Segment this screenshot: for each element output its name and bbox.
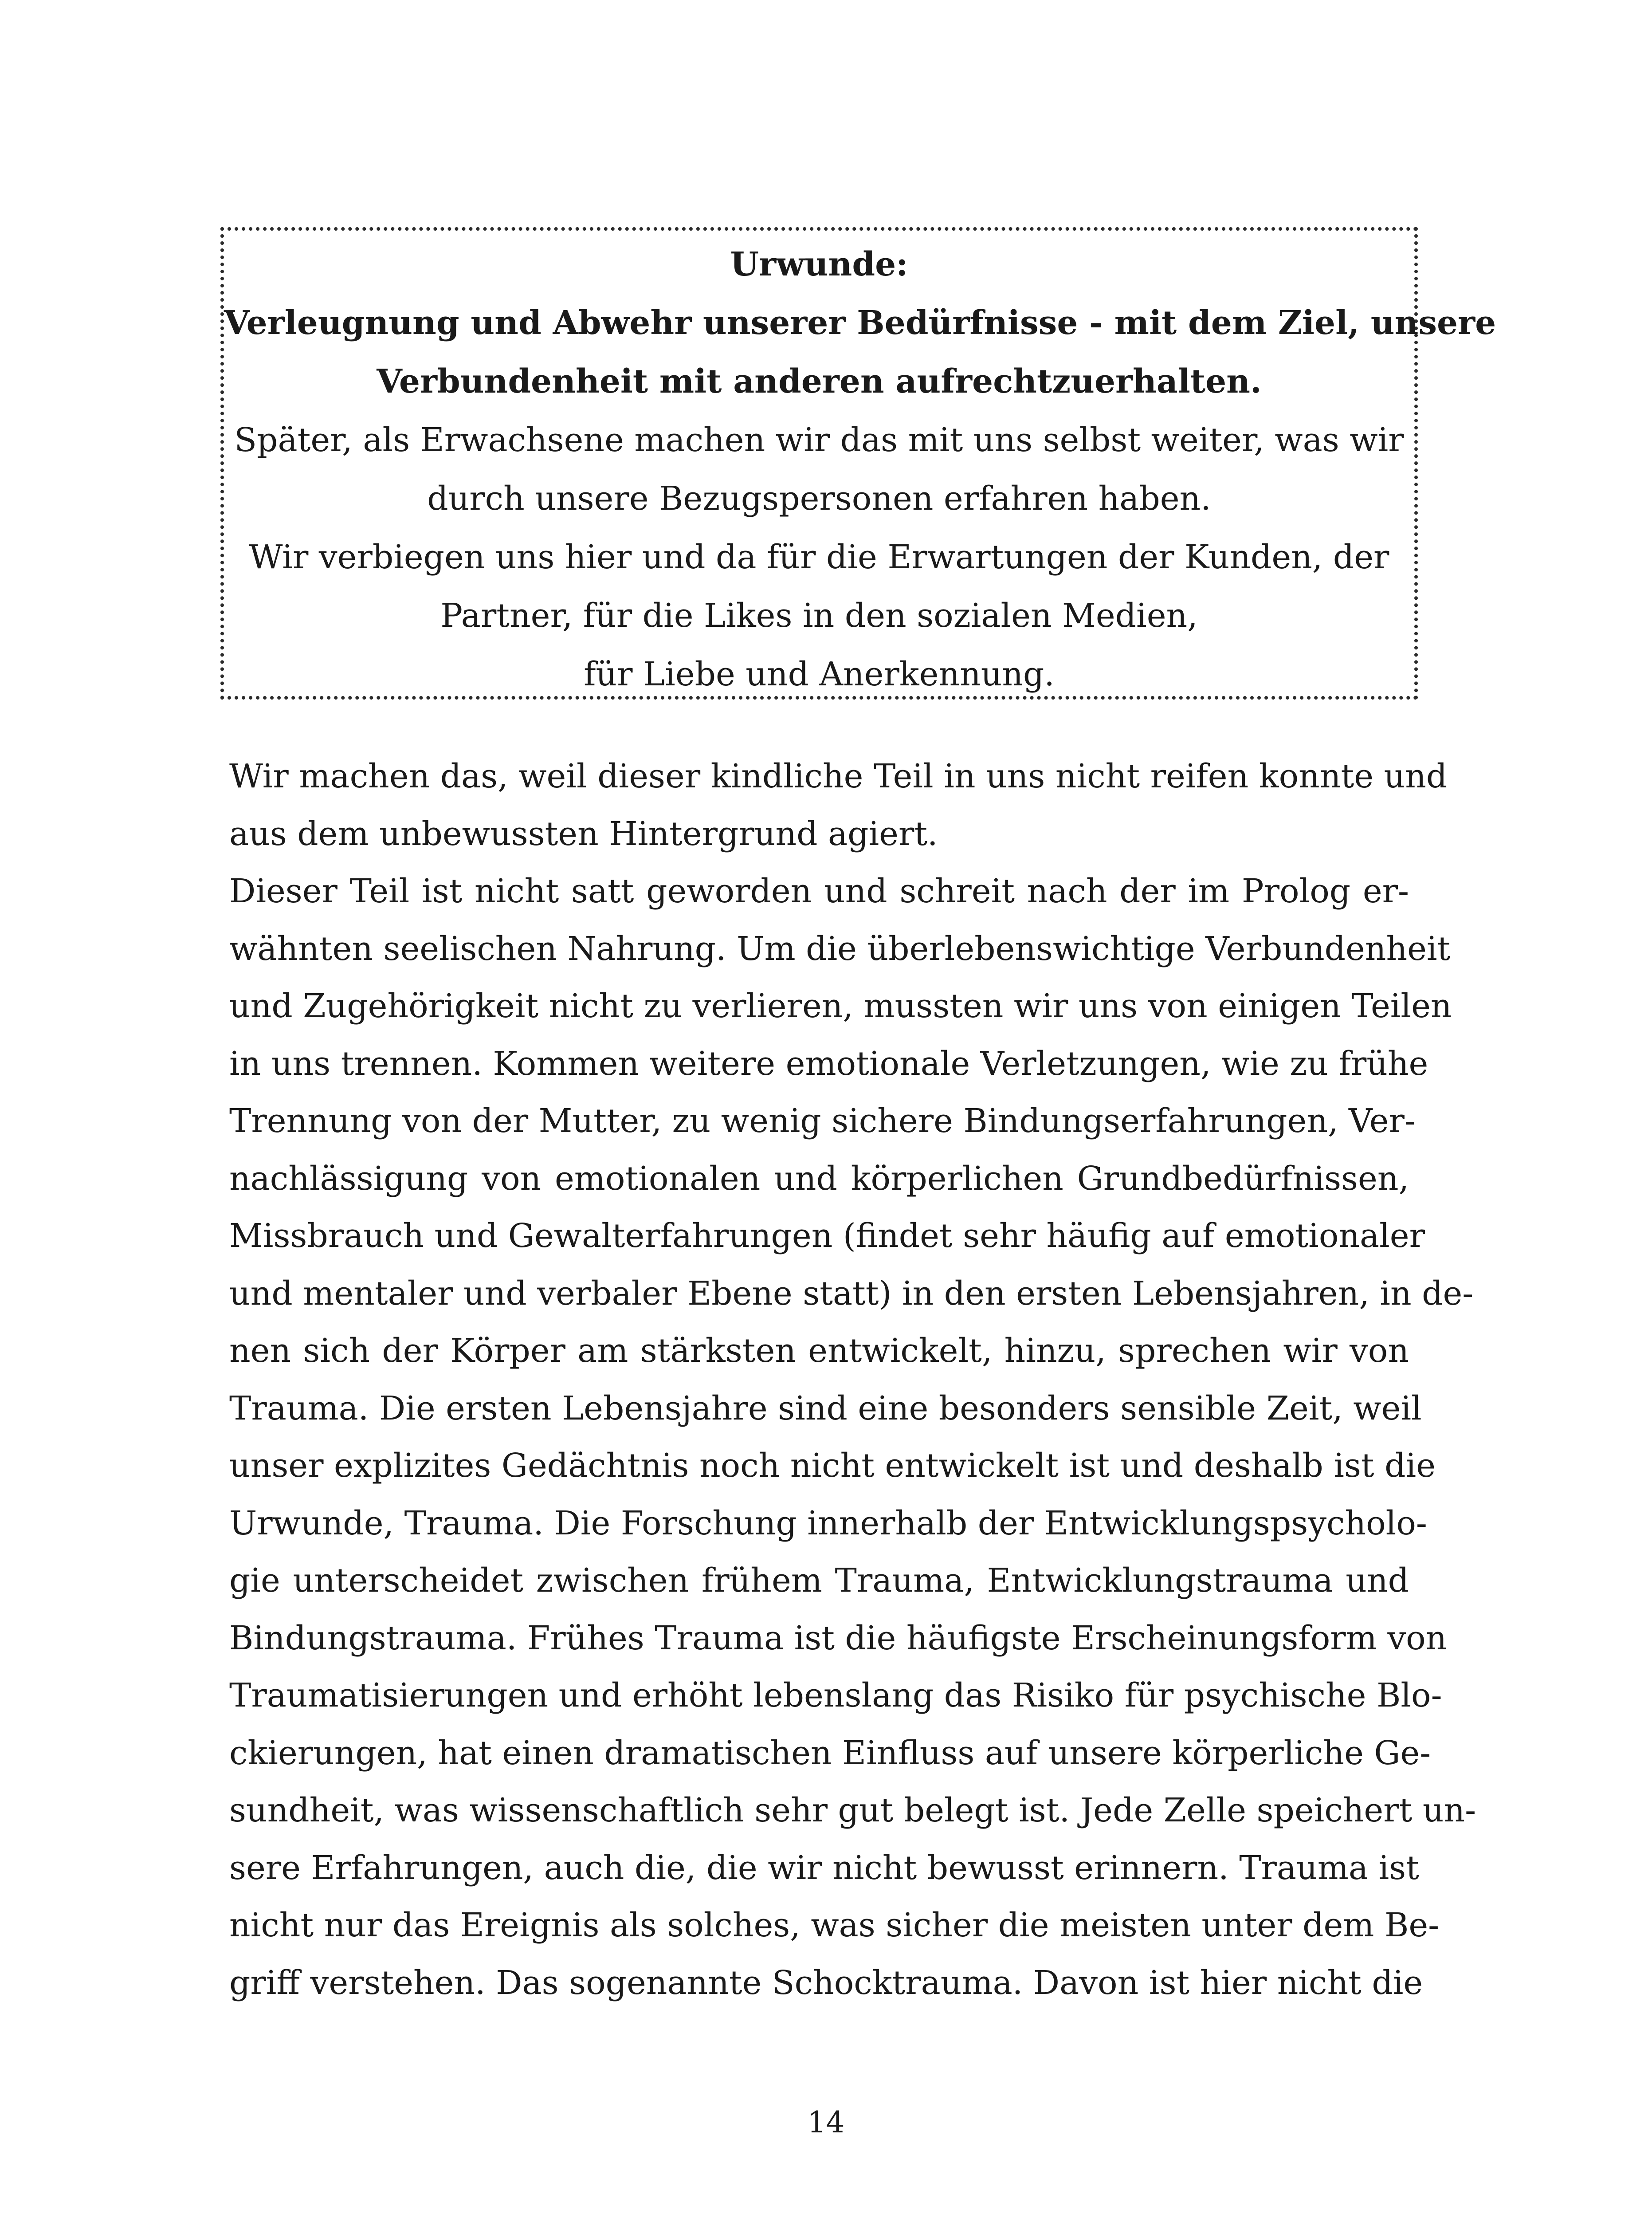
body-line: und Zugehörigkeit nicht zu verlieren, mussten wir uns von einigen Teilen <box>229 987 1452 1025</box>
body-line: Trennung von der Mutter, zu wenig sichere Bindungserfahrungen, Ver- <box>229 1102 1416 1140</box>
box-line: Wir verbiegen uns hier und da für die Erwartungen der Kunden, der <box>249 538 1389 576</box>
body-line: Urwunde, Trauma. Die Forschung innerhalb der Entwicklungspsycholo- <box>229 1504 1427 1542</box>
body-line: aus dem unbewussten Hintergrund agiert. <box>229 814 938 853</box>
box-line: Später, als Erwachsene machen wir das mit uns selbst weiter, was wir <box>234 421 1404 459</box>
body-line: Trauma. Die ersten Lebensjahre sind eine besonders sensible Zeit, weil <box>229 1389 1422 1428</box>
body-line: sere Erfahrungen, auch die, die wir nicht bewusst erinnern. Trauma ist <box>229 1848 1419 1887</box>
body-line: nen sich der Körper am stärksten entwickelt, hinzu, sprechen wir von <box>229 1332 1409 1370</box>
page-number: 14 <box>807 2105 845 2139</box>
body-line: unser explizites Gedächtnis noch nicht entwickelt ist und deshalb ist die <box>229 1447 1436 1485</box>
body-line: Traumatisierungen und erhöht lebenslang das Risiko für psychische Blo- <box>229 1676 1442 1715</box>
body-line: nicht nur das Ereignis als solches, was sicher die meisten unter dem Be- <box>229 1906 1440 1944</box>
body-line: Missbrauch und Gewalterfahrungen (findet sehr häufig auf emotionaler <box>229 1217 1425 1255</box>
body-text <box>229 748 1476 2012</box>
box-line: für Liebe und Anerkennung. <box>584 655 1055 693</box>
body-line: nachlässigung von emotionalen und körperlichen Grundbedürfnissen, <box>229 1159 1409 1198</box>
highlight-box <box>220 227 1496 700</box>
body-line: und mentaler und verbaler Ebene statt) in den ersten Lebensjahren, in de- <box>229 1274 1474 1313</box>
box-line: Partner, für die Likes in den sozialen Medien, <box>440 597 1198 635</box>
body-line: Bindungstrauma. Frühes Trauma ist die häufigste Erscheinungsform von <box>229 1619 1447 1657</box>
body-line: ckierungen, hat einen dramatischen Einfluss auf unsere körperliche Ge- <box>229 1734 1431 1772</box>
body-line: wähnten seelischen Nahrung. Um die überlebenswichtige Verbundenheit <box>229 929 1451 968</box>
body-line: gie unterscheidet zwischen frühem Trauma, Entwicklungstrauma und <box>229 1561 1409 1600</box>
box-line: Verbundenheit mit anderen aufrechtzuerhalten. <box>377 362 1262 401</box>
body-line: sundheit, was wissenschaftlich sehr gut belegt ist. Jede Zelle speichert un- <box>229 1791 1476 1829</box>
body-line: Wir machen das, weil dieser kindliche Teil in uns nicht reifen konnte und <box>229 757 1448 795</box>
body-line: griff verstehen. Das sogenannte Schocktrauma. Davon ist hier nicht die <box>229 1963 1423 2002</box>
body-line: in uns trennen. Kommen weitere emotionale Verletzungen, wie zu frühe <box>229 1044 1428 1083</box>
box-line: durch unsere Bezugspersonen erfahren haben. <box>427 480 1211 518</box>
box-line: Urwunde: <box>730 245 908 283</box>
body-line: Dieser Teil ist nicht satt geworden und schreit nach der im Prolog er- <box>229 872 1409 910</box>
box-line: Verleugnung und Abwehr unserer Bedürfnisse - mit dem Ziel, unsere <box>224 304 1496 342</box>
